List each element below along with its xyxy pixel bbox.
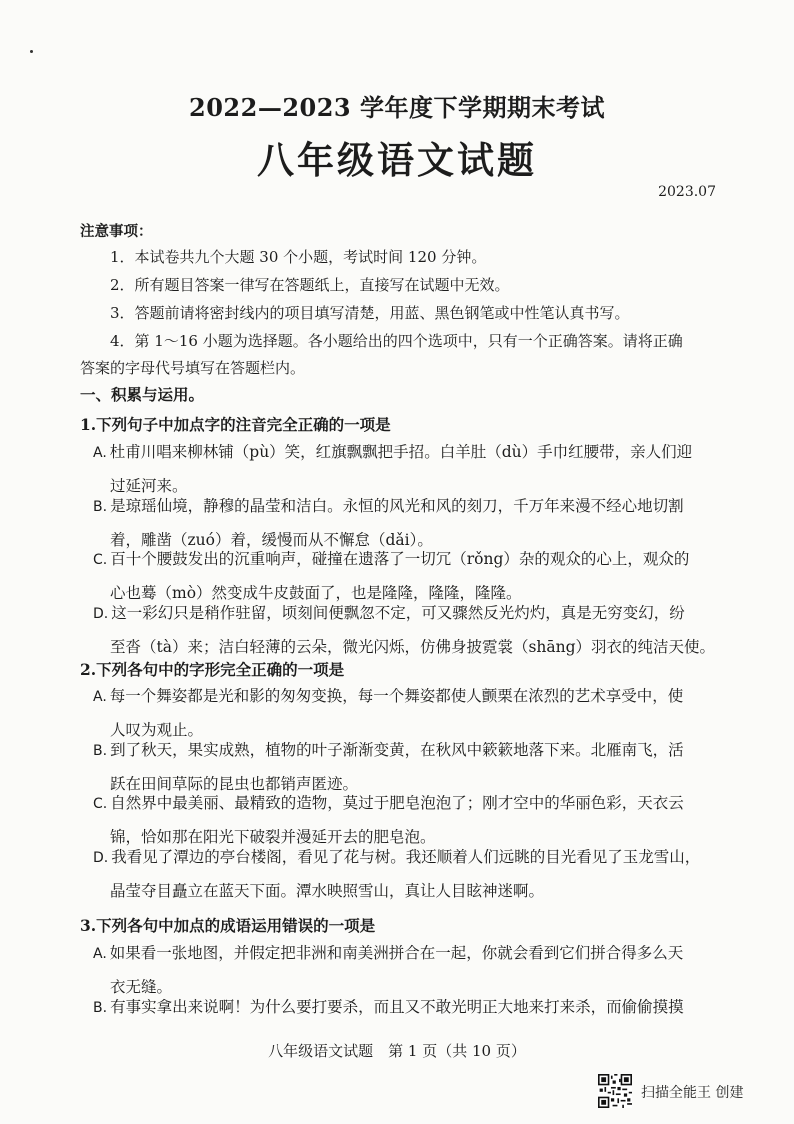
option-letter: C.: [93, 796, 108, 812]
option-text-continued: 心也蓦（mò）然变成牛皮鼓面了，也是隆隆，隆隆，隆隆。: [110, 584, 522, 602]
option-letter: B.: [93, 499, 108, 515]
question-stem-2: 2.下列各句中的字形完全正确的一项是: [80, 660, 345, 679]
option-text-continued: 晶莹夺目矗立在蓝天下面。潭水映照雪山，真让人目眩神迷啊。: [110, 882, 545, 900]
option-letter: D.: [93, 606, 109, 622]
option-text: 如果看一张地图，并假定把非洲和南美洲拼合在一起，你就会看到它们拼合得多么天: [109, 944, 684, 962]
option-text: 是琼瑶仙境，静穆的晶莹和洁白。永恒的风光和风的刻刀，千万年来漫不经心地切割: [110, 497, 684, 515]
scanner-watermark: 扫描全能王 创建: [641, 1085, 744, 1101]
question-1-option-d: [93, 597, 733, 664]
option-text: 杜甫川唱来柳林铺（pù）笑，红旗飘飘把手招。白羊肚（dù）手巾红腰带，亲人们迎: [109, 443, 693, 461]
option-text: 到了秋天，果实成熟，植物的叶子渐渐变黄，在秋风中簌簌地落下来。北雁南飞，活: [110, 741, 684, 759]
notes-heading: 注意事项：: [80, 223, 153, 240]
option-letter: B.: [93, 743, 108, 759]
note-item: 答案的字母代号填写在答题栏内。: [80, 359, 306, 377]
option-text: 有事实拿出来说啊！为什么要打要杀，而且又不敢光明正大地来打来杀，而偷偷摸摸: [110, 998, 684, 1016]
option-letter: A.: [93, 946, 107, 962]
question-2-option-d: [93, 841, 733, 908]
option-text-continued: 跃在田间草际的昆虫也都销声匿迹。: [110, 775, 359, 793]
qr-code-icon: [598, 1074, 632, 1108]
option-text-continued: 衣无缝。: [110, 978, 173, 996]
option-text-continued: 过延河来。: [110, 477, 188, 495]
option-letter: B.: [93, 1000, 108, 1016]
option-text-continued: 人叹为观止。: [110, 721, 204, 739]
option-text: 自然界中最美丽、最精致的造物，莫过于肥皂泡泡了；刚才空中的华丽色彩，天衣云: [110, 794, 684, 812]
question-stem-3: 3.下列各句中加点的成语运用错误的一项是: [80, 916, 376, 935]
page-footer: 八年级语文试题 第 1 页（共 10 页）: [268, 1042, 526, 1060]
question-3-option-b: [93, 991, 733, 1025]
note-item: 3．答题前请将密封线内的项目填写清楚，用蓝、黑色钢笔或中性笔认真书写。: [110, 304, 630, 322]
exam-title: 2022—2023 学年度下学期期末考试: [189, 93, 605, 122]
option-text-continued: 着，雕凿（zuó）着，缓慢而从不懈怠（dǎi）。: [110, 531, 433, 549]
option-letter: C.: [93, 552, 108, 568]
option-letter: A.: [93, 689, 107, 705]
note-item: 1．本试卷共九个大题 30 个小题，考试时间 120 分钟。: [110, 248, 487, 266]
exam-date: 2023.07: [658, 184, 716, 200]
speck-mark: [30, 50, 33, 53]
option-text: 我看见了潭边的亭台楼阁，看见了花与树。我还顺着人们远眺的目光看见了玉龙雪山，: [111, 848, 701, 866]
option-letter: A.: [93, 445, 107, 461]
note-item: 4．第 1～16 小题为选择题。各小题给出的四个选项中，只有一个正确答案。请将正确: [110, 332, 683, 350]
option-text: 这一彩幻只是稍作驻留，顷刻间便飘忽不定，可又骤然反光灼灼，真是无穷变幻，纷: [111, 604, 685, 622]
option-text: 百十个腰鼓发出的沉重响声，碰撞在遗落了一切冗（rǒng）杂的观众的心上，观众的: [110, 550, 690, 568]
option-text: 每一个舞姿都是光和影的匆匆变换，每一个舞姿都使人颤栗在浓烈的艺术享受中，使: [109, 687, 684, 705]
option-letter: D.: [93, 850, 109, 866]
exam-subject-title: 八年级语文试题: [257, 138, 537, 182]
question-stem-1: 1.下列句子中加点字的注音完全正确的一项是: [80, 415, 391, 434]
note-item: 2．所有题目答案一律写在答题纸上，直接写在试题中无效。: [110, 276, 510, 294]
option-text-continued: 锦，恰如那在阳光下破裂并漫延开去的肥皂泡。: [110, 828, 436, 846]
section-heading: 一、积累与运用。: [80, 385, 205, 404]
option-text-continued: 至沓（tà）来；洁白轻薄的云朵，微光闪烁，仿佛身披霓裳（shāng）羽衣的纯洁天使。: [110, 638, 716, 656]
